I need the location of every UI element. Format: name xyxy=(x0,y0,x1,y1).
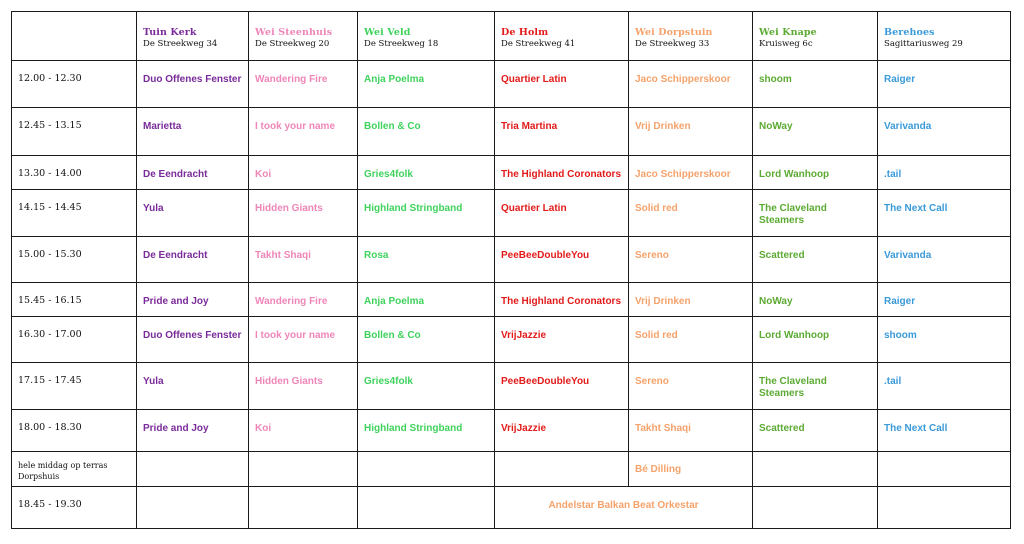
act-cell xyxy=(137,283,249,317)
act-cell xyxy=(249,283,358,317)
act-name: PeeBeeDoubleYou xyxy=(501,376,590,387)
act-cell xyxy=(753,190,878,237)
act-cell xyxy=(878,452,1011,487)
act-cell xyxy=(878,108,1011,156)
venue-name: De Holm xyxy=(501,27,549,38)
corner-cell xyxy=(12,12,137,61)
act-cell xyxy=(878,237,1011,283)
venue-address: De Streekweg 33 xyxy=(635,39,710,49)
act-cell xyxy=(495,283,629,317)
act-name: Wandering Fire xyxy=(255,296,328,307)
act-name: Andelstar Balkan Beat Orkestar xyxy=(548,500,699,511)
act-name: The Next Call xyxy=(884,423,948,434)
act-name: Raiger xyxy=(884,296,916,307)
act-cell xyxy=(137,190,249,237)
act-name: Sereno xyxy=(635,376,669,387)
act-name: Solid red xyxy=(635,203,678,214)
act-name: .tail xyxy=(884,169,902,180)
act-name: Gries4folk xyxy=(364,169,413,180)
act-cell xyxy=(753,283,878,317)
act-name: Takht Shaqi xyxy=(255,250,311,261)
act-name: The Claveland Steamers xyxy=(759,376,827,399)
act-cell xyxy=(358,61,495,108)
act-cell xyxy=(137,452,249,487)
venue-address: Kruisweg 6c xyxy=(759,39,813,49)
time-cell xyxy=(12,108,137,156)
act-cell xyxy=(495,108,629,156)
act-cell xyxy=(878,283,1011,317)
act-name: De Eendracht xyxy=(143,250,208,261)
act-name: Varivanda xyxy=(884,121,932,132)
act-cell xyxy=(629,283,753,317)
act-cell xyxy=(495,61,629,108)
act-name: The Highland Coronators xyxy=(501,296,621,307)
venue-address: De Streekweg 20 xyxy=(255,39,330,49)
act-name: I took your name xyxy=(255,330,336,341)
act-cell xyxy=(495,410,629,452)
act-name: Pride and Joy xyxy=(143,423,209,434)
act-name: Raiger xyxy=(884,74,916,85)
venue-header-cell xyxy=(495,12,629,61)
act-cell xyxy=(137,410,249,452)
schedule-row xyxy=(12,410,1011,452)
act-cell xyxy=(629,452,753,487)
act-name: Sereno xyxy=(635,250,669,261)
act-name: shoom xyxy=(884,330,917,341)
act-name: The Claveland Steamers xyxy=(759,203,827,226)
venue-address: De Streekweg 34 xyxy=(143,39,218,49)
act-cell xyxy=(495,363,629,410)
terrace-row xyxy=(12,452,1011,487)
act-cell xyxy=(753,487,878,529)
act-cell xyxy=(249,363,358,410)
act-name: Hidden Giants xyxy=(255,203,323,214)
act-name: VrijJazzie xyxy=(501,330,547,341)
act-name: Hidden Giants xyxy=(255,376,323,387)
act-cell xyxy=(878,190,1011,237)
venue-address: De Streekweg 18 xyxy=(364,39,439,49)
act-name: The Highland Coronators xyxy=(501,169,621,180)
act-cell xyxy=(249,108,358,156)
schedule-table xyxy=(11,11,1011,529)
schedule-row xyxy=(12,190,1011,237)
act-name: PeeBeeDoubleYou xyxy=(501,250,590,261)
act-name: Anja Poelma xyxy=(364,74,425,85)
act-name: Marietta xyxy=(143,121,182,132)
act-cell xyxy=(629,108,753,156)
act-name: Pride and Joy xyxy=(143,296,209,307)
time-slot: 15.00 - 15.30 xyxy=(18,249,82,260)
time-cell xyxy=(12,156,137,190)
act-cell xyxy=(878,487,1011,529)
time-slot: 18.45 - 19.30 xyxy=(18,499,82,510)
act-name: Gries4folk xyxy=(364,376,413,387)
act-cell xyxy=(137,61,249,108)
act-name: Anja Poelma xyxy=(364,296,425,307)
act-cell xyxy=(878,317,1011,363)
act-cell xyxy=(358,237,495,283)
act-name: Highland Stringband xyxy=(364,203,463,214)
act-cell xyxy=(137,487,249,529)
time-cell xyxy=(12,487,137,529)
act-cell xyxy=(137,237,249,283)
act-cell xyxy=(629,156,753,190)
schedule-row xyxy=(12,108,1011,156)
act-cell xyxy=(753,317,878,363)
act-name: VrijJazzie xyxy=(501,423,547,434)
venue-address: De Streekweg 41 xyxy=(501,39,576,49)
time-cell xyxy=(12,363,137,410)
venue-header-cell xyxy=(249,12,358,61)
time-cell xyxy=(12,317,137,363)
act-cell xyxy=(137,156,249,190)
act-name: Highland Stringband xyxy=(364,423,463,434)
time-slot: 16.30 - 17.00 xyxy=(18,329,82,340)
act-cell xyxy=(137,108,249,156)
act-cell xyxy=(629,61,753,108)
schedule-row xyxy=(12,317,1011,363)
schedule-row xyxy=(12,363,1011,410)
venue-address: Sagittariusweg 29 xyxy=(884,39,963,49)
time-cell xyxy=(12,283,137,317)
act-cell xyxy=(753,237,878,283)
act-name: Quartier Latin xyxy=(501,74,567,85)
act-cell xyxy=(358,108,495,156)
act-cell xyxy=(753,363,878,410)
venue-name: Wei Veld xyxy=(364,27,411,38)
act-name: NoWay xyxy=(759,121,793,132)
act-name: Takht Shaqi xyxy=(635,423,691,434)
act-cell xyxy=(495,237,629,283)
act-name: .tail xyxy=(884,376,902,387)
act-cell xyxy=(753,61,878,108)
venue-header-cell xyxy=(753,12,878,61)
act-cell xyxy=(629,410,753,452)
act-name: Scattered xyxy=(759,250,805,261)
venue-name: Wei Dorpstuin xyxy=(635,27,713,38)
venue-name: Wei Steenhuis xyxy=(255,27,333,38)
schedule-row xyxy=(12,237,1011,283)
act-name: Duo Offenes Fenster xyxy=(143,330,242,341)
act-name: Solid red xyxy=(635,330,678,341)
act-cell xyxy=(249,317,358,363)
time-cell xyxy=(12,61,137,108)
act-cell xyxy=(249,190,358,237)
act-cell xyxy=(495,156,629,190)
act-cell xyxy=(629,317,753,363)
act-cell xyxy=(495,317,629,363)
schedule-row xyxy=(12,283,1011,317)
act-name: Yula xyxy=(143,203,164,214)
time-slot: 12.45 - 13.15 xyxy=(18,120,82,131)
act-name: Tria Martina xyxy=(501,121,558,132)
venue-header-cell xyxy=(629,12,753,61)
venue-name: Wei Knape xyxy=(759,27,817,38)
act-cell xyxy=(358,190,495,237)
act-name: Lord Wanhoop xyxy=(759,330,830,341)
act-name: Jaco Schipperskoor xyxy=(635,74,731,85)
act-name: NoWay xyxy=(759,296,793,307)
act-cell xyxy=(629,190,753,237)
act-name: De Eendracht xyxy=(143,169,208,180)
act-cell xyxy=(629,363,753,410)
header-row xyxy=(12,12,1011,61)
act-cell xyxy=(878,363,1011,410)
act-cell xyxy=(358,410,495,452)
schedule-row xyxy=(12,61,1011,108)
act-name: Yula xyxy=(143,376,164,387)
act-cell xyxy=(137,363,249,410)
act-name: Koi xyxy=(255,423,272,434)
act-name: Vrij Drinken xyxy=(635,296,691,307)
act-name: Bé Dilling xyxy=(635,464,682,475)
act-cell xyxy=(495,452,629,487)
terrace-label-cell xyxy=(12,452,137,487)
act-cell xyxy=(753,452,878,487)
act-name: Duo Offenes Fenster xyxy=(143,74,242,85)
act-name: Jaco Schipperskoor xyxy=(635,169,731,180)
time-slot: 14.15 - 14.45 xyxy=(18,202,82,213)
act-cell xyxy=(358,283,495,317)
act-cell xyxy=(249,237,358,283)
act-cell xyxy=(358,363,495,410)
time-slot: 17.15 - 17.45 xyxy=(18,375,82,386)
act-cell xyxy=(249,410,358,452)
act-name: Quartier Latin xyxy=(501,203,567,214)
act-cell xyxy=(249,61,358,108)
act-cell xyxy=(358,156,495,190)
venue-header-cell xyxy=(878,12,1011,61)
act-cell xyxy=(249,487,358,529)
act-cell xyxy=(753,410,878,452)
act-cell xyxy=(495,190,629,237)
venue-name: Tuin Kerk xyxy=(143,27,197,38)
act-cell xyxy=(878,156,1011,190)
time-cell xyxy=(12,190,137,237)
act-cell xyxy=(358,452,495,487)
act-name: The Next Call xyxy=(884,203,948,214)
act-name: Vrij Drinken xyxy=(635,121,691,132)
act-cell xyxy=(878,410,1011,452)
act-cell xyxy=(629,237,753,283)
closing-row xyxy=(12,487,1011,529)
act-cell xyxy=(137,317,249,363)
time-slot: 13.30 - 14.00 xyxy=(18,168,82,179)
act-cell xyxy=(249,156,358,190)
act-name: Bollen & Co xyxy=(364,330,421,341)
act-name: Koi xyxy=(255,169,272,180)
act-name: Rosa xyxy=(364,250,389,261)
act-cell xyxy=(358,317,495,363)
venue-header-cell xyxy=(137,12,249,61)
act-name: I took your name xyxy=(255,121,336,132)
act-name: shoom xyxy=(759,74,792,85)
time-slot: 18.00 - 18.30 xyxy=(18,422,82,433)
terrace-label: hele middag op terras Dorpshuis xyxy=(18,461,108,481)
act-name: Wandering Fire xyxy=(255,74,328,85)
time-slot: 12.00 - 12.30 xyxy=(18,73,82,84)
venue-header-cell xyxy=(358,12,495,61)
time-slot: 15.45 - 16.15 xyxy=(18,295,82,306)
act-cell xyxy=(753,108,878,156)
act-name: Bollen & Co xyxy=(364,121,421,132)
merged-act-cell xyxy=(495,487,753,529)
act-cell xyxy=(358,487,495,529)
time-cell xyxy=(12,410,137,452)
act-cell xyxy=(753,156,878,190)
act-cell xyxy=(878,61,1011,108)
schedule-row xyxy=(12,156,1011,190)
venue-name: Berehoes xyxy=(884,27,935,38)
act-name: Varivanda xyxy=(884,250,932,261)
time-cell xyxy=(12,237,137,283)
act-name: Scattered xyxy=(759,423,805,434)
act-cell xyxy=(249,452,358,487)
act-name: Lord Wanhoop xyxy=(759,169,830,180)
